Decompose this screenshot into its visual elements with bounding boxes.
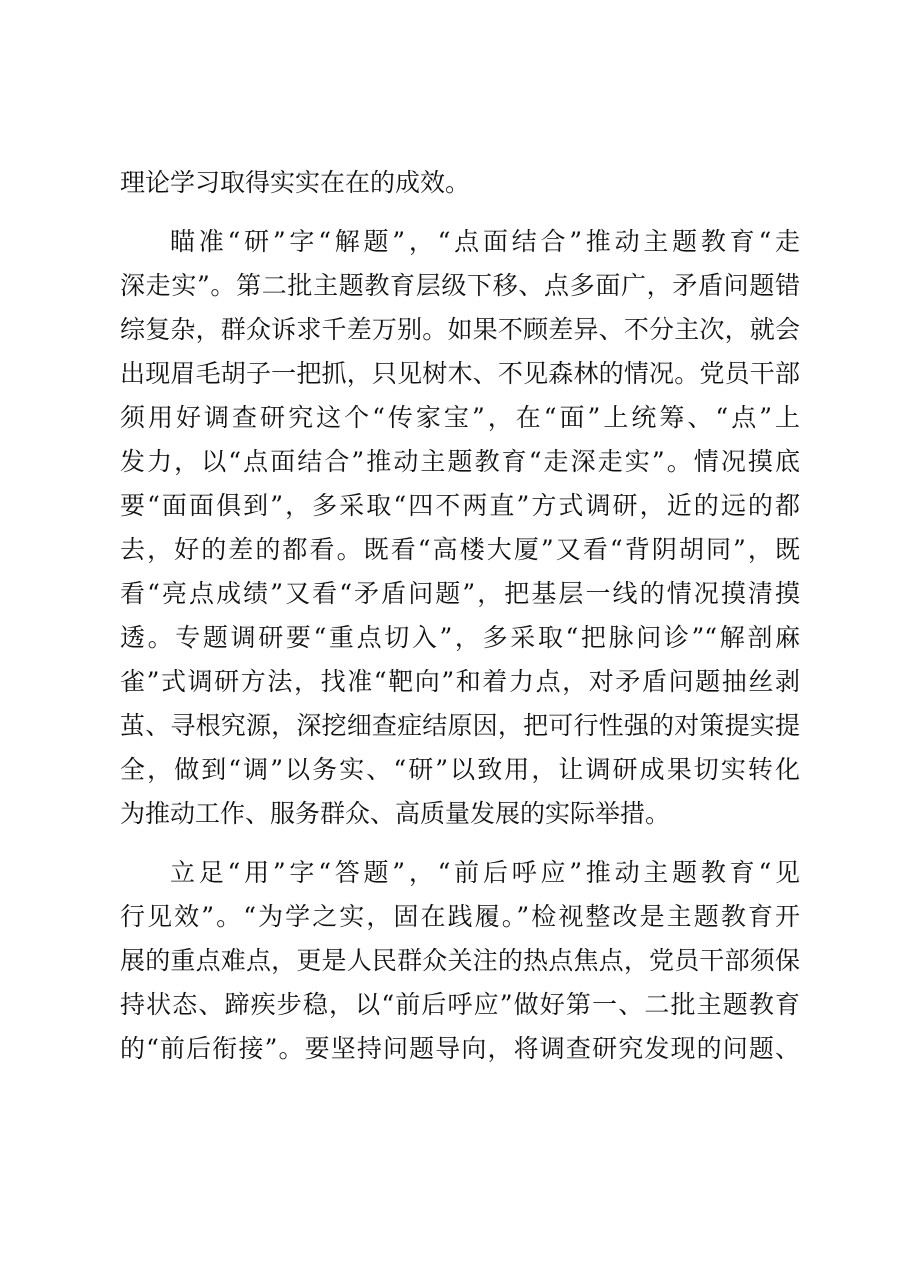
paragraph-first-line: 立足“用”字“答题”，“前后呼应”推动主题教育“见 bbox=[170, 858, 800, 887]
text-line: 茧、寻根究源，深挖细查症结原因，把可行性强的对策提实提 bbox=[120, 711, 800, 740]
text-line: 综复杂，群众诉求千差万别。如果不顾差异、不分主次，就会 bbox=[120, 315, 800, 344]
text-line: 持状态、蹄疾步稳，以“前后呼应”做好第一、二批主题教育 bbox=[120, 990, 800, 1019]
text-line: 看“亮点成绩”又看“矛盾问题”，把基层一线的情况摸清摸 bbox=[120, 579, 800, 608]
text-line: 雀”式调研方法，找准“靶向”和着力点，对矛盾问题抽丝剥 bbox=[120, 667, 800, 696]
text-line: 理论学习取得实实在在的成效。 bbox=[120, 168, 471, 197]
text-line: 展的重点难点，更是人民群众关注的热点焦点，党员干部须保 bbox=[120, 946, 800, 975]
text-line: 为推动工作、服务群众、高质量发展的实际举措。 bbox=[120, 799, 671, 828]
text-line: 行见效”。“为学之实，固在践履。”检视整改是主题教育开 bbox=[120, 902, 800, 931]
text-line: 全，做到“调”以务实、“研”以致用，让调研成果切实转化 bbox=[120, 755, 800, 784]
text-line: 去，好的差的都看。既看“高楼大厦”又看“背阴胡同”，既 bbox=[120, 535, 800, 564]
paragraph-first-line: 瞄准“研”字“解题”，“点面结合”推动主题教育“走 bbox=[170, 227, 800, 256]
text-line: 透。专题调研要“重点切入”，多采取“把脉问诊”“解剖麻 bbox=[120, 623, 800, 652]
text-line: 的“前后衔接”。要坚持问题导向，将调查研究发现的问题、 bbox=[120, 1034, 800, 1063]
text-line: 要“面面俱到”，多采取“四不两直”方式调研，近的远的都 bbox=[120, 491, 800, 520]
text-line: 深走实”。第二批主题教育层级下移、点多面广，矛盾问题错 bbox=[120, 271, 800, 300]
text-line: 出现眉毛胡子一把抓，只见树木、不见森林的情况。党员干部 bbox=[120, 359, 800, 388]
text-line: 发力，以“点面结合”推动主题教育“走深走实”。情况摸底 bbox=[120, 447, 800, 476]
text-line: 须用好调查研究这个“传家宝”，在“面”上统筹、“点”上 bbox=[120, 403, 800, 432]
